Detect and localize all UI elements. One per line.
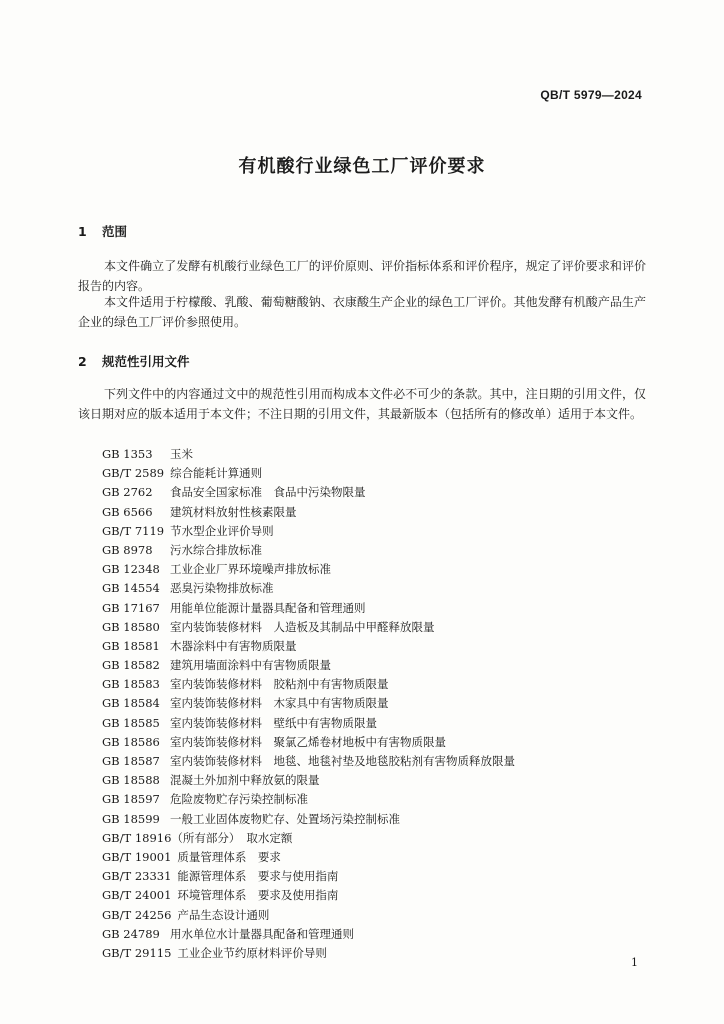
reference-item: [102, 733, 662, 752]
reference-title: 用水单位水计量器具配备和管理通则: [170, 926, 354, 941]
reference-title: 用能单位能源计量器具配备和管理通则: [170, 600, 366, 615]
reference-title: 建筑材料放射性核素限量: [170, 504, 297, 519]
reference-title: 室内装饰装修材料 地毯、地毯衬垫及地毯胶粘剂有害物质释放限量: [170, 754, 515, 768]
reference-code: GB/T 7119: [102, 523, 165, 538]
reference-title: 混凝土外加剂中释放氨的限量: [170, 773, 320, 788]
reference-title: 工业企业厂界环境噪声排放标准: [170, 562, 331, 577]
reference-title: 室内装饰装修材料 人造板及其制品中甲醛释放限量: [170, 619, 435, 634]
reference-item: [102, 906, 662, 925]
section-title: 范围: [102, 224, 128, 239]
reference-title: 综合能耗计算通则: [170, 466, 263, 481]
reference-code: GB/T 19001: [102, 849, 172, 864]
reference-title: 产品生态设计通则: [177, 907, 270, 922]
reference-title: 室内装饰装修材料 胶粘剂中有害物质限量: [170, 677, 389, 692]
reference-code: GB 1353: [102, 447, 153, 461]
reference-title: 环境管理体系 要求及使用指南: [177, 888, 339, 903]
reference-code: GB 18584: [102, 696, 160, 711]
reference-item: [102, 675, 662, 694]
section-heading-scope: [78, 222, 127, 240]
reference-code: GB 18583: [102, 677, 160, 692]
reference-code: GB 8978: [102, 542, 153, 557]
reference-code: GB 18581: [102, 638, 160, 653]
reference-code: GB/T 18916（所有部分）: [102, 830, 241, 845]
reference-item: [102, 483, 662, 502]
reference-item: [102, 599, 662, 618]
reference-item: [102, 637, 662, 656]
reference-code: GB/T 29115: [102, 945, 172, 960]
reference-item: [102, 464, 662, 483]
reference-title: 室内装饰装修材料 聚氯乙烯卷材地板中有害物质限量: [170, 734, 446, 749]
reference-title: 室内装饰装修材料 壁纸中有害物质限量: [170, 715, 377, 730]
reference-title: 质量管理体系 要求: [177, 849, 281, 864]
reference-item: [102, 925, 662, 944]
reference-item: [102, 790, 662, 809]
section-heading-normative-references: [78, 352, 190, 370]
reference-item: [102, 771, 662, 790]
section-number: 2: [78, 354, 87, 369]
reference-item: [102, 752, 662, 771]
reference-title: 节水型企业评价导则: [170, 523, 274, 538]
reference-code: GB 18588: [102, 773, 160, 788]
reference-code: GB 18585: [102, 715, 160, 730]
reference-item: [102, 829, 662, 848]
reference-item: [102, 618, 662, 637]
reference-title: 恶臭污染物排放标准: [170, 581, 274, 596]
reference-code: GB 2762: [102, 485, 153, 500]
reference-code: GB 24789: [102, 926, 160, 941]
reference-item: [102, 810, 662, 829]
reference-code: GB 6566: [102, 504, 153, 519]
reference-code: GB/T 24001: [102, 888, 172, 903]
reference-title: 建筑用墙面涂料中有害物质限量: [170, 658, 331, 673]
reference-title: 室内装饰装修材料 木家具中有害物质限量: [170, 696, 389, 711]
paragraph: 本文件适用于柠檬酸、乳酸、葡萄糖酸钠、衣康酸生产企业的绿色工厂评价。其他发酵有机酸产品生产企业的绿色工厂评价参照使用。: [78, 295, 646, 329]
reference-title: 食品安全国家标准 食品中污染物限量: [170, 485, 366, 500]
reference-code: GB/T 23331: [102, 869, 172, 884]
reference-title: 能源管理体系 要求与使用指南: [177, 869, 339, 884]
reference-code: GB/T 2589: [102, 466, 165, 481]
paragraph: 本文件确立了发酵有机酸行业绿色工厂的评价原则、评价指标体系和评价程序，规定了评价要求和评价报告的内容。: [78, 259, 646, 293]
reference-title: 一般工业固体废物贮存、处置场污染控制标准: [170, 811, 400, 826]
reference-code: GB 18599: [102, 811, 160, 826]
reference-item: [102, 848, 662, 867]
reference-code: GB 18587: [102, 754, 160, 768]
reference-title: 污水综合排放标准: [170, 542, 262, 557]
reference-item: [102, 656, 662, 675]
reference-code: GB 18597: [102, 792, 160, 807]
reference-item: [102, 867, 662, 886]
reference-item: [102, 886, 662, 905]
reference-list: [102, 445, 662, 963]
reference-title: 危险废物贮存污染控制标准: [170, 792, 308, 807]
reference-item: [102, 579, 662, 598]
reference-title: 玉米: [170, 447, 193, 461]
section-number: 1: [78, 224, 87, 239]
reference-code: GB 18580: [102, 619, 160, 634]
reference-title: 木器涂料中有害物质限量: [170, 638, 297, 653]
page-number: 1: [631, 956, 638, 969]
reference-code: GB/T 24256: [102, 907, 172, 922]
document-title: 有机酸行业绿色工厂评价要求: [238, 156, 486, 177]
reference-code: GB 14554: [102, 581, 160, 596]
reference-item: [102, 503, 662, 522]
reference-item: [102, 522, 662, 541]
reference-item: [102, 560, 662, 579]
reference-item: [102, 714, 662, 733]
reference-code: GB 18582: [102, 658, 160, 673]
paragraph: 下列文件中的内容通过文中的规范性引用而构成本文件必不可少的条款。其中，注日期的引用文件，仅该日期对应的版本适用于本文件；不注日期的引用文件，其最新版本（包括所有的修改单）适用于本文件。: [78, 387, 646, 421]
reference-item: [102, 445, 662, 464]
section-title: 规范性引用文件: [102, 354, 190, 369]
standard-code: QB/T 5979—2024: [540, 88, 642, 102]
reference-item: [102, 944, 662, 963]
reference-code: GB 17167: [102, 600, 160, 615]
reference-title: 工业企业节约原材料评价导则: [177, 945, 327, 960]
reference-item: [102, 541, 662, 560]
reference-code: GB 18586: [102, 734, 160, 749]
reference-item: [102, 694, 662, 713]
reference-title: 取水定额: [246, 830, 293, 845]
reference-code: GB 12348: [102, 562, 160, 577]
